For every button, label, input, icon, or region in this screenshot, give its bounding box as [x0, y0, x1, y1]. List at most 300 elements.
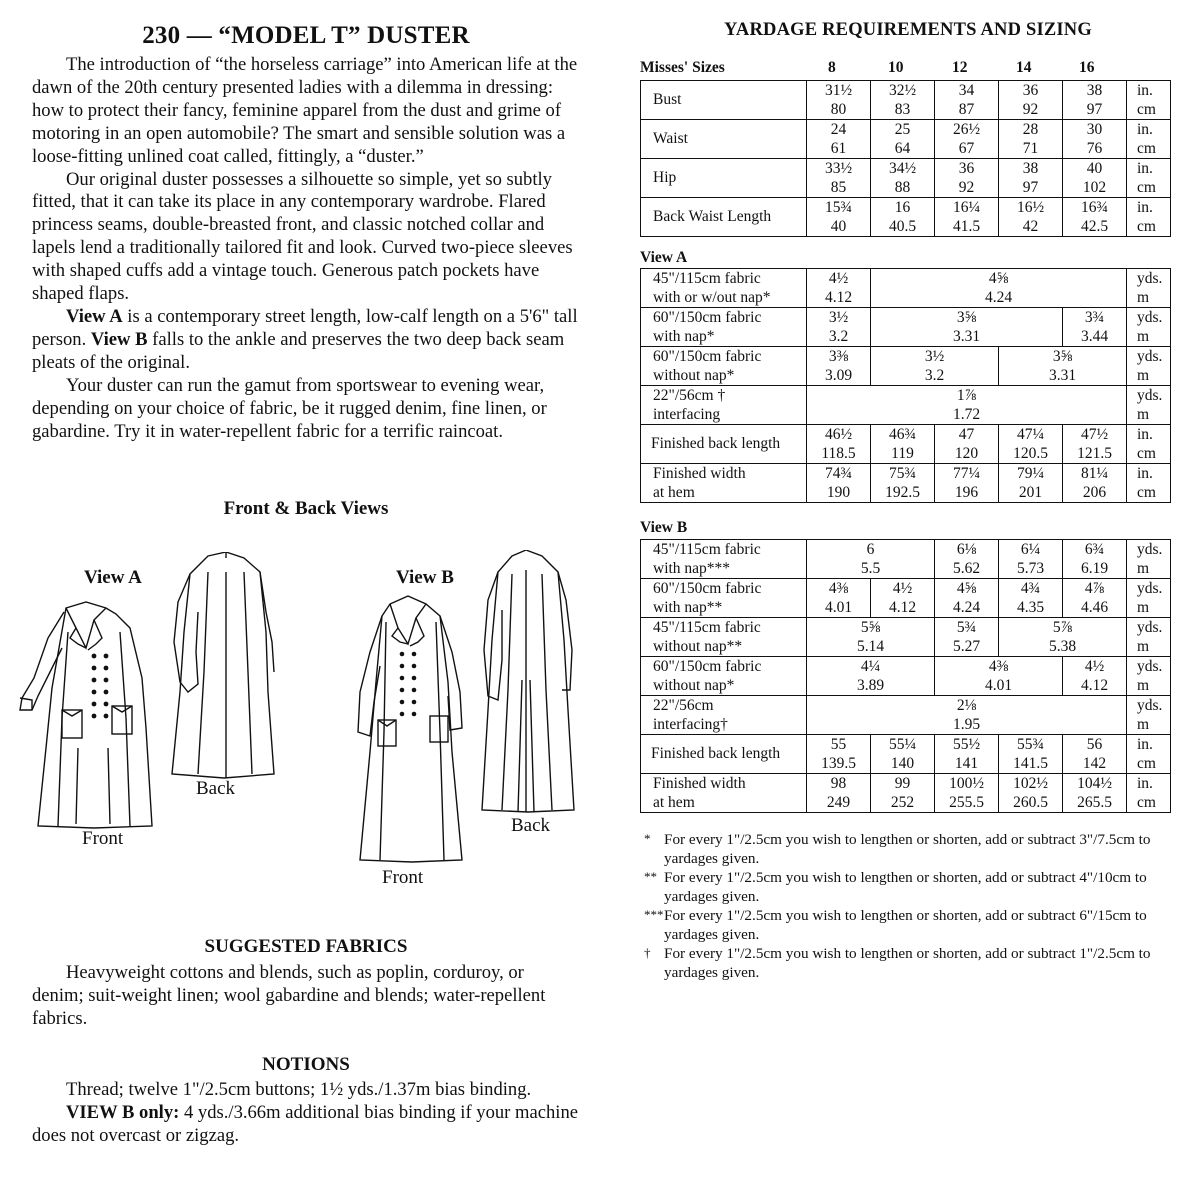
unit-metric: cm [1137, 484, 1156, 501]
value-imperial: 5¾ [956, 619, 977, 636]
unit-metric: m [1137, 328, 1150, 345]
value-cell [807, 347, 871, 386]
value-imperial: 100½ [949, 775, 984, 792]
finished-row [641, 774, 1171, 813]
unit-metric: m [1137, 638, 1150, 655]
value-cell [807, 464, 871, 503]
value-cell [807, 735, 871, 774]
footnote [640, 830, 1180, 868]
yardage-row [641, 308, 1171, 347]
value-imperial: 104½ [1077, 775, 1112, 792]
value-metric: 4.01 [984, 677, 1013, 694]
value-metric: 85 [830, 179, 847, 196]
unit-cell [1127, 735, 1171, 774]
value-cell [1063, 159, 1127, 198]
unit-imperial: in. [1137, 121, 1153, 138]
row-label-line-1: 45"/115cm fabric [653, 270, 761, 287]
value-metric: 80 [830, 101, 847, 118]
value-metric: 249 [826, 794, 851, 811]
unit-imperial: in. [1137, 426, 1153, 443]
value-metric: 4.12 [824, 289, 853, 306]
value-cell [807, 657, 935, 696]
value-metric: 5.73 [1016, 560, 1045, 577]
value-cell [935, 618, 999, 657]
value-cell [999, 81, 1063, 120]
unit-imperial: yds. [1137, 387, 1163, 404]
row-label-line-2: without nap* [653, 677, 735, 694]
value-cell [807, 386, 1127, 425]
value-imperial: 77¼ [952, 465, 981, 482]
page-title: 230 — “MODEL T” DUSTER [142, 22, 470, 49]
row-label-line-2: without nap* [653, 367, 735, 384]
value-metric: 1.95 [952, 716, 981, 733]
unit-imperial: yds. [1137, 619, 1163, 636]
value-metric: 40.5 [888, 218, 917, 235]
value-cell [935, 120, 999, 159]
value-imperial: 36 [1022, 82, 1039, 99]
value-metric: 83 [894, 101, 911, 118]
value-metric: 260.5 [1013, 794, 1048, 811]
value-metric: 42.5 [1080, 218, 1109, 235]
view-b-front-label: Front [382, 867, 424, 888]
value-metric: 120.5 [1013, 445, 1048, 462]
value-metric: 142 [1082, 755, 1107, 772]
value-metric: 252 [890, 794, 915, 811]
notions-text-block [32, 1078, 580, 1148]
unit-metric: m [1137, 367, 1150, 384]
value-cell [1063, 198, 1127, 237]
unit-metric: m [1137, 406, 1150, 423]
unit-imperial: yds. [1137, 309, 1163, 326]
row-label: Finished back length [641, 735, 807, 774]
value-cell [1063, 464, 1127, 503]
value-imperial: 4⅞ [1084, 580, 1105, 597]
value-metric: 67 [958, 140, 975, 157]
unit-imperial: in. [1137, 736, 1153, 753]
size-8: 8 [828, 59, 836, 76]
value-metric: 4.35 [1016, 599, 1045, 616]
row-label-line-1: 22"/56cm [653, 697, 714, 714]
value-cell [999, 347, 1127, 386]
value-imperial: 4⅜ [828, 580, 849, 597]
value-metric: 121.5 [1077, 445, 1112, 462]
intro-paragraph-3 [32, 306, 580, 375]
unit-cell [1127, 618, 1171, 657]
view-b-back-illustration [478, 550, 578, 814]
value-imperial: 16½ [1016, 199, 1045, 216]
value-cell [935, 774, 999, 813]
footnote [640, 906, 1180, 944]
value-imperial: 3⅝ [1052, 348, 1073, 365]
value-imperial: 102½ [1013, 775, 1048, 792]
view-b-label: View B [396, 567, 454, 588]
value-metric: 92 [958, 179, 975, 196]
value-cell [807, 618, 935, 657]
row-label-line-2: with nap*** [653, 560, 731, 577]
unit-metric: cm [1137, 101, 1156, 118]
size-14: 14 [1016, 59, 1032, 76]
value-cell [871, 198, 935, 237]
row-label [641, 269, 807, 308]
row-label-line-1: 60"/150cm fabric [653, 309, 762, 326]
value-metric: 206 [1082, 484, 1107, 501]
footnote [640, 944, 1180, 982]
value-imperial: 4½ [828, 270, 849, 287]
value-cell [1063, 308, 1127, 347]
unit-cell [1127, 386, 1171, 425]
value-imperial: 4⅝ [988, 270, 1009, 287]
notions-heading: NOTIONS [262, 1054, 350, 1075]
value-cell [1063, 81, 1127, 120]
unit-cell [1127, 269, 1171, 308]
footnote-text: For every 1"/2.5cm you wish to lengthen or shorten, add or subtract 3"/7.5cm to yardages given. [664, 831, 1151, 867]
value-imperial: 47¼ [1016, 426, 1045, 443]
row-label-line-2: with nap* [653, 328, 715, 345]
row-label [641, 657, 807, 696]
value-imperial: 25 [894, 121, 911, 138]
yardage-row [641, 696, 1171, 735]
view-a-front-label: Front [82, 828, 124, 849]
value-cell [999, 774, 1063, 813]
unit-imperial: in. [1137, 775, 1153, 792]
value-metric: 3.31 [1048, 367, 1077, 384]
row-label: Back Waist Length [641, 198, 807, 237]
unit-imperial: in. [1137, 199, 1153, 216]
value-cell [999, 198, 1063, 237]
value-imperial: 47½ [1080, 426, 1109, 443]
intro-paragraph-1: The introduction of “the horseless carriage” into American life at the dawn of the 20th century presented ladies with a dilemma in dressing: how to protect their fancy, feminine apparel from the dust and grime of motoring in an open automobile? The smart and sensible solution was a loose-fitting unlined coat called, fittingly, a “duster.” [32, 54, 578, 167]
value-imperial: 34 [958, 82, 975, 99]
value-imperial: 4⅝ [956, 580, 977, 597]
value-metric: 71 [1022, 140, 1039, 157]
yardage-row [641, 386, 1171, 425]
value-metric: 196 [954, 484, 979, 501]
value-metric: 265.5 [1077, 794, 1112, 811]
row-label: Waist [641, 120, 807, 159]
fabrics-text-block [32, 961, 580, 1031]
value-metric: 102 [1082, 179, 1107, 196]
value-cell [871, 81, 935, 120]
value-cell [1063, 735, 1127, 774]
value-cell [807, 774, 871, 813]
value-imperial: 3½ [828, 309, 849, 326]
row-label-line-1: 60"/150cm fabric [653, 580, 762, 597]
yardage-row [641, 269, 1171, 308]
value-cell [871, 579, 935, 618]
value-imperial: 98 [830, 775, 847, 792]
view-a-back-illustration [168, 552, 278, 780]
value-imperial: 1⅞ [956, 387, 977, 404]
row-label [641, 464, 807, 503]
view-b-yardage-table [640, 539, 1171, 813]
value-imperial: 81¼ [1080, 465, 1109, 482]
value-cell [871, 464, 935, 503]
value-imperial: 36 [958, 160, 975, 177]
notions-view-b-text [32, 1101, 580, 1147]
value-imperial: 34½ [888, 160, 917, 177]
unit-cell [1127, 464, 1171, 503]
footnote-text: For every 1"/2.5cm you wish to lengthen or shorten, add or subtract 1"/2.5cm to yardages given. [664, 945, 1151, 981]
value-metric: 255.5 [949, 794, 984, 811]
intro-paragraph-4: Your duster can run the gamut from sportswear to evening wear, depending on your choice of fabric, be it rugged denim, fine linen, or gabardine. Try it in water-repellent fabric for a terrific raincoat. [32, 374, 547, 442]
unit-cell [1127, 81, 1171, 120]
value-cell [807, 540, 935, 579]
value-metric: 88 [894, 179, 911, 196]
unit-metric: cm [1137, 218, 1156, 235]
value-imperial: 33½ [824, 160, 853, 177]
intro-paragraph-3-text-a: is a contemporary street length, low-calf length on a 5'6" tall person. [32, 305, 578, 350]
value-cell [807, 696, 1127, 735]
row-label [641, 696, 807, 735]
value-cell [935, 464, 999, 503]
row-label-line-2: without nap** [653, 638, 743, 655]
view-a-term: View A [66, 305, 123, 327]
value-cell [871, 425, 935, 464]
value-imperial: 4¼ [860, 658, 881, 675]
row-label [641, 774, 807, 813]
unit-cell [1127, 696, 1171, 735]
value-imperial: 4½ [892, 580, 913, 597]
footnotes [640, 830, 1180, 982]
value-cell [871, 735, 935, 774]
value-cell [935, 735, 999, 774]
unit-metric: cm [1137, 755, 1156, 772]
row-label [641, 540, 807, 579]
value-imperial: 75¾ [888, 465, 917, 482]
unit-cell [1127, 774, 1171, 813]
value-cell [999, 618, 1127, 657]
yardage-row [641, 618, 1171, 657]
row-label-line-2: at hem [653, 794, 695, 811]
intro-text [32, 54, 580, 443]
row-label [641, 386, 807, 425]
value-metric: 3.89 [856, 677, 885, 694]
value-imperial: 6⅛ [956, 541, 977, 558]
value-cell [807, 579, 871, 618]
value-cell [807, 269, 871, 308]
value-metric: 3.31 [952, 328, 981, 345]
yardage-row [641, 540, 1171, 579]
unit-metric: cm [1137, 445, 1156, 462]
value-imperial: 6¾ [1084, 541, 1105, 558]
value-imperial: 4⅜ [988, 658, 1009, 675]
unit-imperial: yds. [1137, 348, 1163, 365]
view-a-section-label: View A [640, 249, 688, 266]
value-cell [807, 159, 871, 198]
value-metric: 4.12 [1080, 677, 1109, 694]
finished-row [641, 464, 1171, 503]
unit-metric: m [1137, 289, 1150, 306]
value-imperial: 79¼ [1016, 465, 1045, 482]
value-metric: 4.12 [888, 599, 917, 616]
row-label [641, 618, 807, 657]
value-imperial: 6 [866, 541, 875, 558]
value-metric: 190 [826, 484, 851, 501]
fabrics-text: Heavyweight cottons and blends, such as poplin, corduroy, or denim; suit-weight linen; wool gabardine and blends; water-repellent fabrics. [32, 962, 546, 1030]
value-imperial: 99 [894, 775, 911, 792]
unit-metric: cm [1137, 179, 1156, 196]
value-cell [871, 347, 999, 386]
value-metric: 6.19 [1080, 560, 1109, 577]
value-imperial: 55¼ [888, 736, 917, 753]
value-imperial: 5⅞ [1052, 619, 1073, 636]
value-metric: 3.2 [828, 328, 849, 345]
value-imperial: 16 [894, 199, 911, 216]
value-cell [999, 464, 1063, 503]
unit-cell [1127, 347, 1171, 386]
value-imperial: 26½ [952, 121, 981, 138]
footnote-text: For every 1"/2.5cm you wish to lengthen or shorten, add or subtract 6"/15cm to yardages given. [664, 907, 1147, 943]
footnote-mark: ** [644, 869, 657, 884]
value-imperial: 30 [1086, 121, 1103, 138]
value-imperial: 3½ [924, 348, 945, 365]
unit-imperial: yds. [1137, 697, 1163, 714]
value-imperial: 16¼ [952, 199, 981, 216]
value-imperial: 2⅛ [956, 697, 977, 714]
value-imperial: 6¼ [1020, 541, 1041, 558]
value-imperial: 16¾ [1080, 199, 1109, 216]
unit-imperial: in. [1137, 465, 1153, 482]
value-cell [935, 425, 999, 464]
value-metric: 141 [954, 755, 979, 772]
unit-imperial: yds. [1137, 658, 1163, 675]
yardage-row [641, 347, 1171, 386]
value-metric: 5.27 [952, 638, 981, 655]
value-cell [871, 120, 935, 159]
row-label-line-1: 60"/150cm fabric [653, 348, 762, 365]
value-metric: 4.46 [1080, 599, 1109, 616]
unit-cell [1127, 120, 1171, 159]
notions-view-b-detail: 4 yds./3.66m additional bias binding if your machine does not overcast or zigzag. [32, 1102, 579, 1147]
unit-cell [1127, 198, 1171, 237]
value-metric: 41.5 [952, 218, 981, 235]
row-label-line-1: 22"/56cm † [653, 387, 726, 404]
value-cell [1063, 120, 1127, 159]
value-metric: 3.09 [824, 367, 853, 384]
value-cell [935, 159, 999, 198]
footnote [640, 868, 1180, 906]
notions-text: Thread; twelve 1"/2.5cm buttons; 1½ yds./1.37m bias binding. [66, 1079, 532, 1100]
value-cell [935, 579, 999, 618]
value-cell [1063, 657, 1127, 696]
value-metric: 119 [891, 445, 914, 462]
unit-cell [1127, 425, 1171, 464]
value-metric: 92 [1022, 101, 1039, 118]
value-imperial: 3⅝ [956, 309, 977, 326]
value-imperial: 55 [830, 736, 847, 753]
value-imperial: 32½ [888, 82, 917, 99]
value-metric: 42 [1022, 218, 1039, 235]
view-a-front-illustration [18, 598, 168, 830]
row-label [641, 347, 807, 386]
value-metric: 4.24 [984, 289, 1013, 306]
value-cell [807, 120, 871, 159]
view-a-yardage-table [640, 268, 1171, 503]
value-cell [999, 579, 1063, 618]
value-metric: 3.44 [1080, 328, 1109, 345]
unit-metric: cm [1137, 140, 1156, 157]
unit-imperial: yds. [1137, 541, 1163, 558]
value-cell [807, 198, 871, 237]
value-cell [1063, 579, 1127, 618]
value-imperial: 28 [1022, 121, 1039, 138]
finished-row [641, 425, 1171, 464]
body-measurements-table [640, 80, 1171, 237]
view-b-back-label: Back [511, 815, 551, 836]
value-cell [807, 81, 871, 120]
value-metric: 118.5 [821, 445, 856, 462]
row-label [641, 308, 807, 347]
value-cell [999, 120, 1063, 159]
value-imperial: 74¾ [824, 465, 853, 482]
value-imperial: 38 [1022, 160, 1039, 177]
value-imperial: 24 [830, 121, 847, 138]
yardage-row [641, 579, 1171, 618]
value-metric: 4.01 [824, 599, 853, 616]
value-imperial: 4½ [1084, 658, 1105, 675]
unit-cell [1127, 540, 1171, 579]
unit-cell [1127, 159, 1171, 198]
row-label-line-2: interfacing [653, 406, 721, 423]
value-imperial: 56 [1086, 736, 1103, 753]
footnote-mark: * [644, 831, 651, 846]
measurement-row [641, 81, 1171, 120]
row-label-line-1: 45"/115cm fabric [653, 619, 761, 636]
unit-metric: m [1137, 716, 1150, 733]
row-label-line-1: Finished width [653, 465, 746, 482]
unit-cell [1127, 657, 1171, 696]
value-metric: 141.5 [1013, 755, 1048, 772]
view-b-term: View B [90, 328, 148, 350]
unit-metric: m [1137, 677, 1150, 694]
unit-metric: m [1137, 560, 1150, 577]
yardage-row [641, 657, 1171, 696]
row-label [641, 579, 807, 618]
view-a-label: View A [84, 567, 142, 588]
size-16: 16 [1079, 59, 1095, 76]
view-a-back-label: Back [196, 778, 236, 799]
value-imperial: 15¾ [824, 199, 853, 216]
value-cell [807, 425, 871, 464]
value-cell [935, 81, 999, 120]
notions-view-b-label: VIEW B only: [66, 1102, 180, 1124]
measurement-row [641, 159, 1171, 198]
value-metric: 201 [1018, 484, 1043, 501]
value-cell [935, 540, 999, 579]
value-metric: 120 [954, 445, 979, 462]
value-metric: 140 [890, 755, 915, 772]
value-metric: 40 [830, 218, 847, 235]
value-cell [999, 425, 1063, 464]
value-metric: 4.24 [952, 599, 981, 616]
value-cell [1063, 540, 1127, 579]
value-imperial: 55½ [952, 736, 981, 753]
value-metric: 5.62 [952, 560, 981, 577]
unit-cell [1127, 579, 1171, 618]
value-imperial: 38 [1086, 82, 1103, 99]
footnote-mark: *** [644, 907, 664, 922]
value-cell [871, 774, 935, 813]
value-cell [999, 735, 1063, 774]
views-heading: Front & Back Views [223, 498, 389, 519]
value-metric: 76 [1086, 140, 1103, 157]
fabrics-heading: SUGGESTED FABRICS [204, 936, 408, 957]
value-imperial: 46¾ [888, 426, 917, 443]
value-cell [999, 159, 1063, 198]
footnote-text: For every 1"/2.5cm you wish to lengthen or shorten, add or subtract 4"/10cm to yardages given. [664, 869, 1147, 905]
yardage-heading: YARDAGE REQUIREMENTS AND SIZING [724, 20, 1092, 40]
unit-metric: m [1137, 599, 1150, 616]
